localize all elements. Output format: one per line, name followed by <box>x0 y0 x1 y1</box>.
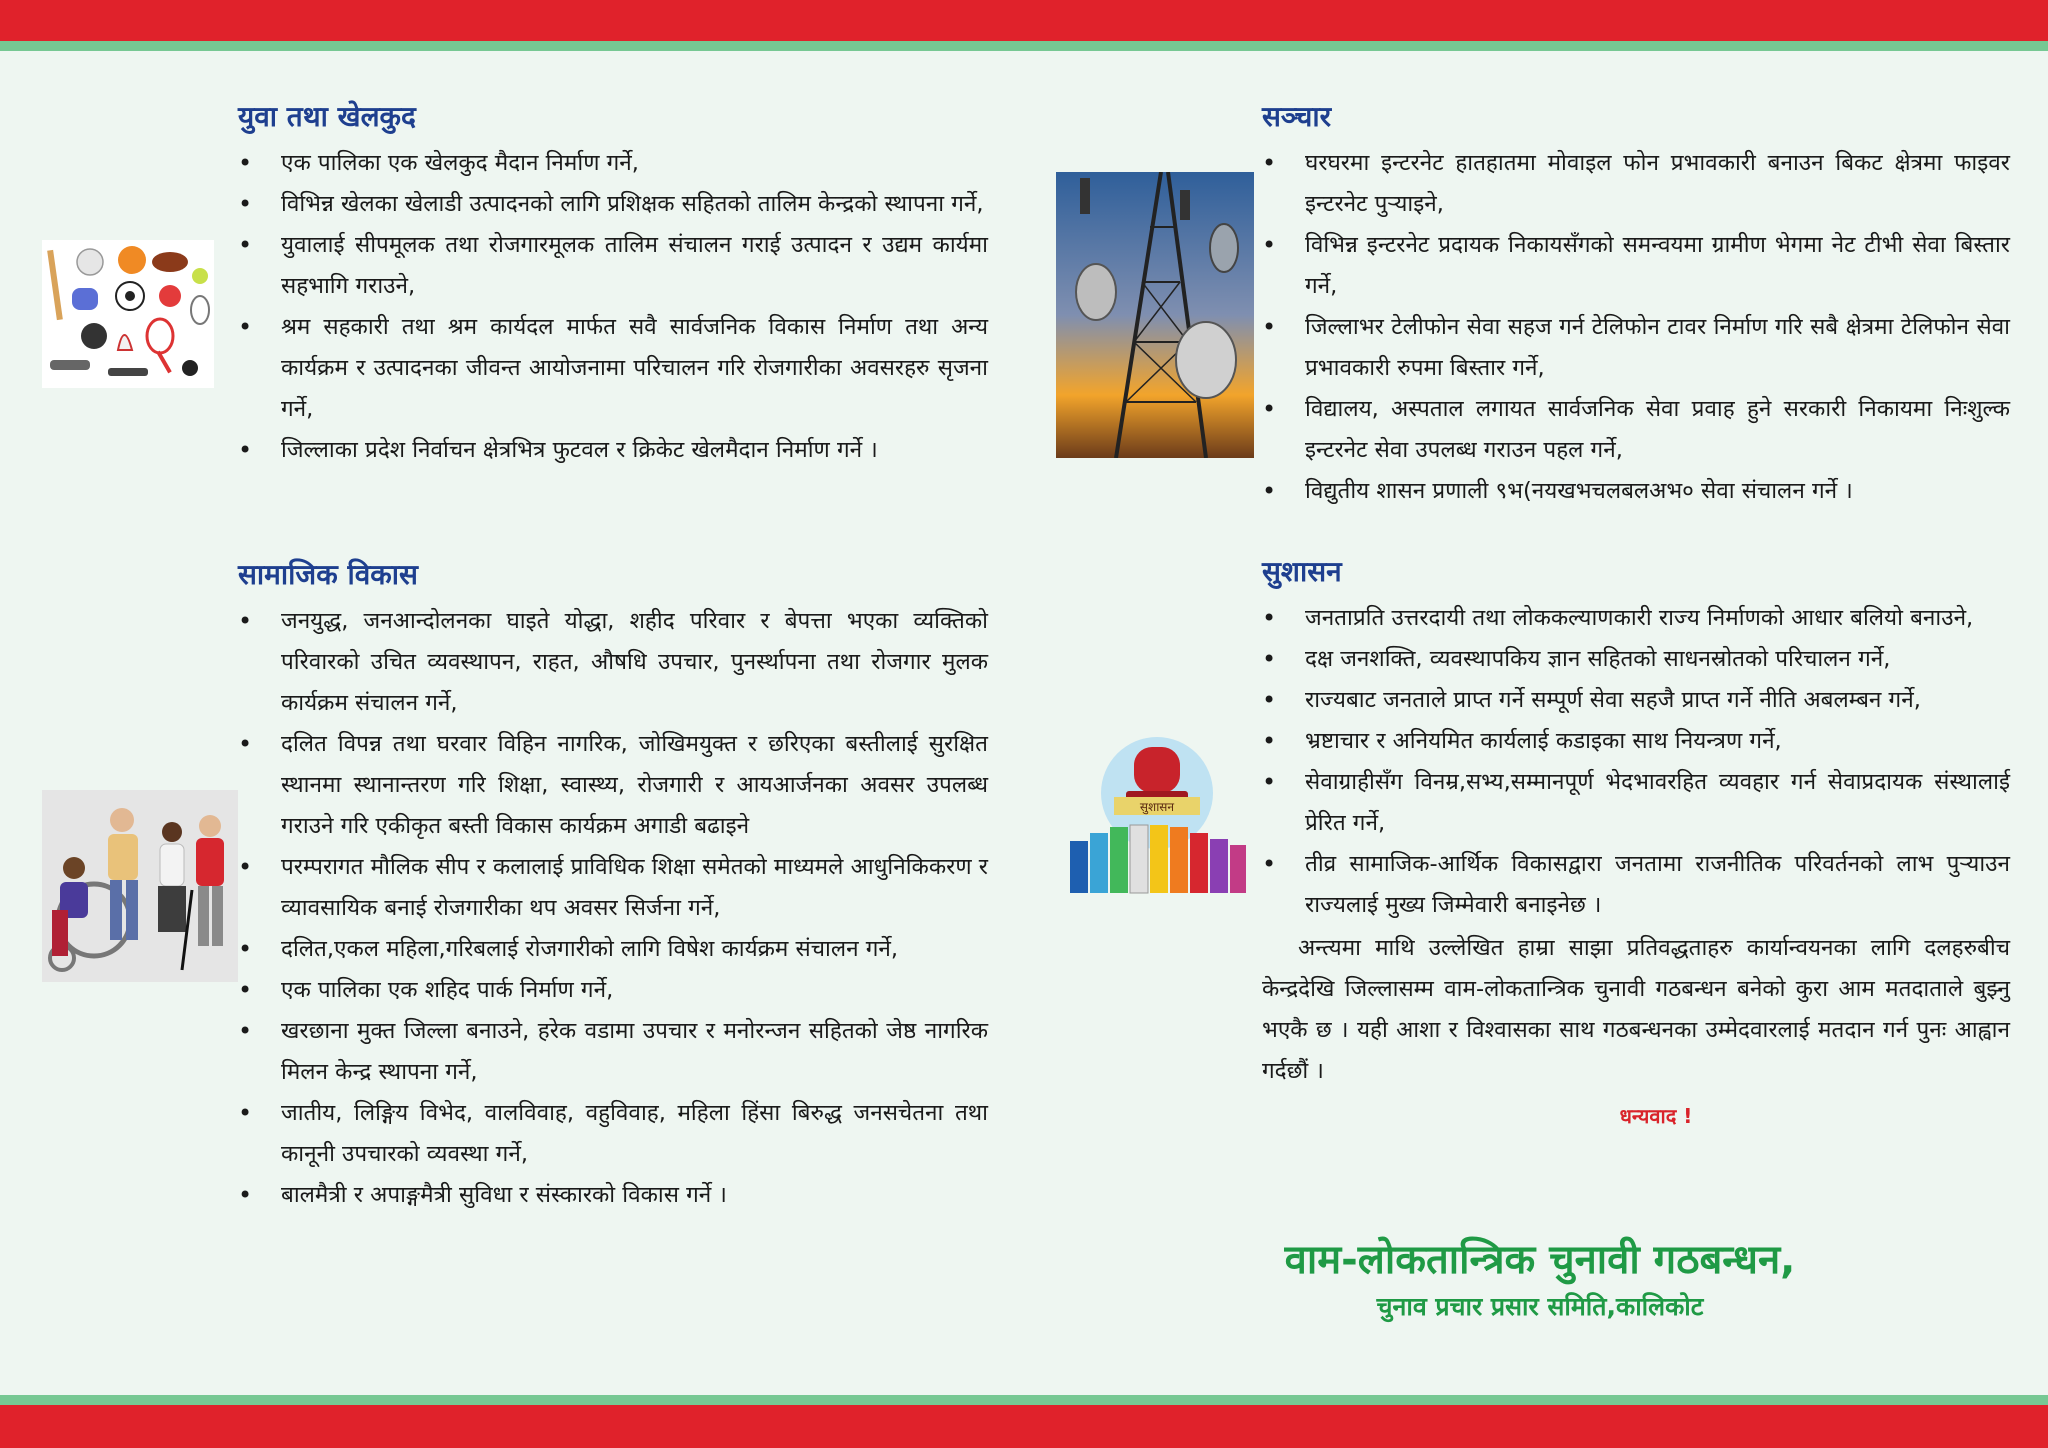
list-item: • विद्यालय, अस्पताल लगायत सार्वजनिक सेवा प्रवाह हुने सरकारी निकायमा निःशुल्क इन्टरनेट सेवा उपलब्ध गराउन पहल गर्ने, <box>1262 389 2010 471</box>
social-section <box>238 555 988 1216</box>
list-item: • विभिन्न इन्टरनेट प्रदायक निकायसँगको समन्वयमा ग्रामीण भेगमा नेट टीभी सेवा बिस्तार गर्ने, <box>1262 225 2010 307</box>
social-heading: सामाजिक विकास <box>238 558 418 591</box>
list-item: • जिल्लाका प्रदेश निर्वाचन क्षेत्रभित्र फुटवल र क्रिकेट खेलमैदान निर्माण गर्ने । <box>238 430 988 471</box>
list-item: • बालमैत्री र अपाङ्गमैत्री सुविधा र संस्कारको विकास गर्ने । <box>238 1175 988 1216</box>
governance-chair-illustration <box>1064 735 1250 897</box>
bottom-red-band <box>0 1405 2048 1448</box>
list-item: • तीव्र सामाजिक-आर्थिक विकासद्वारा जनतामा राजनीतिक परिवर्तनको लाभ पुऱ्याउन राज्यलाई मुख्य जिम्मेवारी बनाइनेछ । <box>1262 844 2010 926</box>
comm-heading: सञ्चार <box>1262 100 1332 133</box>
list-item: • सेवाग्राहीसँग विनम्र,सभ्य,सम्मानपूर्ण भेदभावरहित व्यवहार गर्न सेवाप्रदायक संस्थालाई प्रेरित गर्ने, <box>1262 762 2010 844</box>
list-item: • परम्परागत मौलिक सीप र कलालाई प्राविधिक शिक्षा समेतको माध्यमले आधुनिकिकरण र व्यावसायिक बनाई रोजगारीका थप अवसर सिर्जना गर्ने, <box>238 847 988 929</box>
top-red-band <box>0 0 2048 41</box>
list-item: • विद्युतीय शासन प्रणाली ९भ(नयखभचलबलअभ० सेवा संचालन गर्ने । <box>1262 471 2010 512</box>
list-item: • दलित,एकल महिला,गरिबलाई रोजगारीको लागि विषेश कार्यक्रम संचालन गर्ने, <box>238 929 988 970</box>
list-item: • जातीय, लिङ्गिय विभेद, वालविवाह, वहुविवाह, महिला हिंसा बिरुद्ध जनसचेतना तथा कानूनी उपचारको व्यवस्था गर्ने, <box>238 1093 988 1175</box>
bottom-green-band <box>0 1395 2048 1405</box>
youth-list <box>238 143 988 471</box>
list-item: • युवालाई सीपमूलक तथा रोजगारमूलक तालिम संचालन गराई उत्पादन र उद्यम कार्यमा सहभागि गराउने, <box>238 225 988 307</box>
list-item: • जिल्लाभर टेलीफोन सेवा सहज गर्न टेलिफोन टावर निर्माण गरि सबै क्षेत्रमा टेलिफोन सेवा प्रभावकारी रुपमा बिस्तार गर्ने, <box>1262 307 2010 389</box>
list-item: • घरघरमा इन्टरनेट हातहातमा मोवाइल फोन प्रभावकारी बनाउन बिकट क्षेत्रमा फाइवर इन्टरनेट पुऱ्याइने, <box>1262 143 2010 225</box>
list-item: • राज्यबाट जनताले प्राप्त गर्ने सम्पूर्ण सेवा सहजै प्राप्त गर्ने नीति अबलम्बन गर्ने, <box>1262 680 2010 721</box>
social-support-illustration <box>42 790 238 982</box>
list-item: • एक पालिका एक खेलकुद मैदान निर्माण गर्ने, <box>238 143 988 184</box>
list-item: • भ्रष्टाचार र अनियमित कार्यलाई कडाइका साथ नियन्त्रण गर्ने, <box>1262 721 2010 762</box>
list-item: • जनयुद्ध, जनआन्दोलनका घाइते योद्धा, शहीद परिवार र बेपत्ता भएका व्यक्तिको परिवारको उचित व्यवस्थापन, राहत, औषधि उपचार, पुनर्स्थापना तथा रोजगार मुलक कार्यक्रम संचालन गर्ने, <box>238 601 988 724</box>
list-item: • एक पालिका एक शहिद पार्क निर्माण गर्ने, <box>238 970 988 1011</box>
governance-section <box>1262 552 2010 1129</box>
list-item: • खरछाना मुक्त जिल्ला बनाउने, हरेक वडामा उपचार र मनोरन्जन सहितको जेष्ठ नागरिक मिलन केन्द्र स्थापना गर्ने, <box>238 1011 988 1093</box>
youth-heading: युवा तथा खेलकुद <box>238 100 416 133</box>
sports-equipment-illustration <box>42 240 214 388</box>
list-item: • विभिन्न खेलका खेलाडी उत्पादनको लागि प्रशिक्षक सहितको तालिम केन्द्रको स्थापना गर्ने, <box>238 184 988 225</box>
list-item: • जनताप्रति उत्तरदायी तथा लोककल्याणकारी राज्य निर्माणको आधार बलियो बनाउने, <box>1262 598 2010 639</box>
thanks-text: धन्यवाद ! <box>1619 1104 1693 1128</box>
top-green-band <box>0 41 2048 51</box>
list-item: • दलित विपन्न तथा घरवार विहिन नागरिक, जोखिमयुक्त र छरिएका बस्तीलाई सुरक्षित स्थानमा स्थानान्तरण गरि शिक्षा, स्वास्थ्य, रोजगारी र आयआर्जनका अवसर उपलब्ध गराउने गरि एकीकृत बस्ती विकास कार्यक्रम अगाडी बढाइने <box>238 724 988 847</box>
footer-subtitle: चुनाव प्रचार प्रसार समिति,कालिकोट <box>1376 1292 1704 1321</box>
footer-title: वाम-लोकतान्त्रिक चुनावी गठबन्धन, <box>1284 1237 1796 1283</box>
youth-section <box>238 97 988 471</box>
list-item: • दक्ष जनशक्ति, व्यवस्थापकिय ज्ञान सहितको साधनस्रोतको परिचालन गर्ने, <box>1262 639 2010 680</box>
comm-section <box>1262 97 2010 512</box>
social-list <box>238 601 988 1216</box>
list-item: • श्रम सहकारी तथा श्रम कार्यदल मार्फत सवै सार्वजनिक विकास निर्माण तथा अन्य कार्यक्रम र उत्पादनका जीवन्त आयोजनामा परिचालन गरि रोजगारीका अवसरहरु सृजना गर्ने, <box>238 307 988 430</box>
governance-list <box>1262 598 2010 926</box>
governance-heading: सुशासन <box>1262 555 1342 588</box>
comm-list <box>1262 143 2010 512</box>
telecom-tower-illustration <box>1056 172 1254 458</box>
closing-paragraph: अन्त्यमा माथि उल्लेखित हाम्रा साझा प्रतिवद्धताहरु कार्यान्वयनका लागि दलहरुबीच केन्द्रदेखि जिल्लासम्म वाम-लोकतान्त्रिक चुनावी गठबन्धन बनेको कुरा आम मतदाताले बुझ्नु भएकै छ । यही आशा र विश्वासका साथ गठबन्धनका उम्मेदवारलाई मतदान गर्न पुनः आह्वान गर्दछौं । <box>1262 935 2010 1084</box>
chair-label: सुशासन <box>1139 800 1175 814</box>
